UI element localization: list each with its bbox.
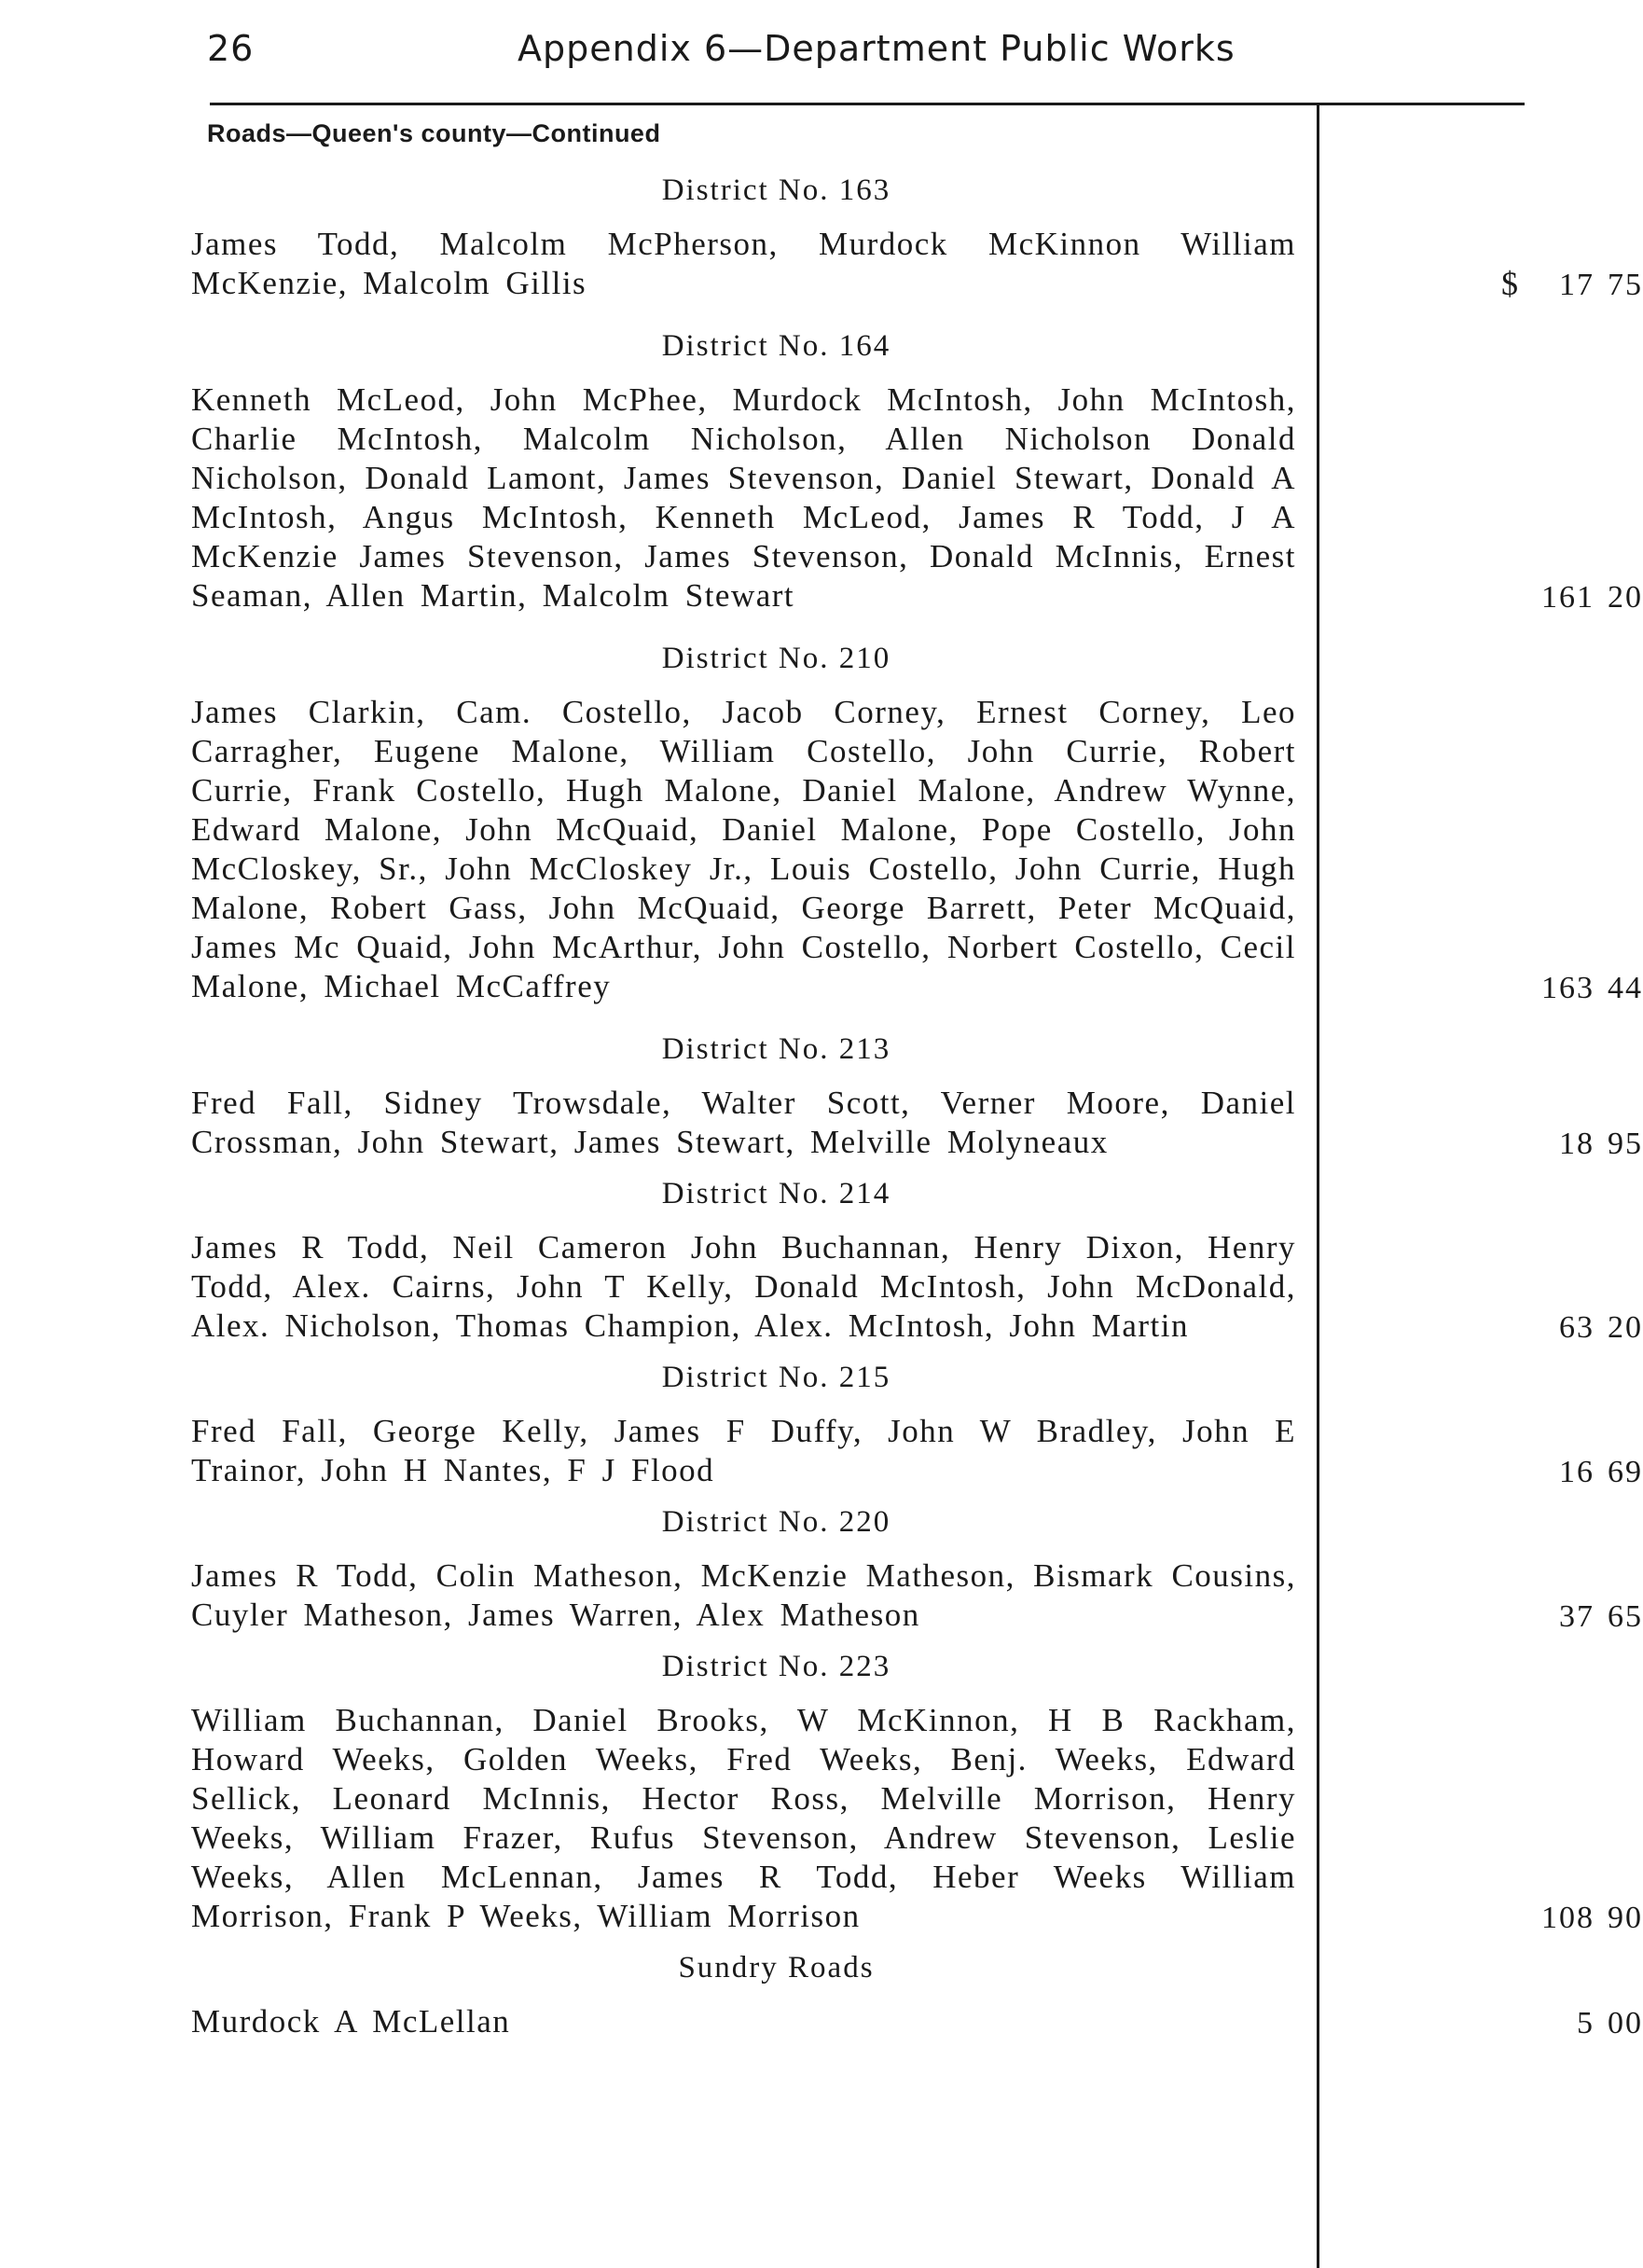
running-title: Appendix 6—Department Public Works (518, 28, 1236, 69)
district-names: Fred Fall, George Kelly, James F Duffy, John W Bradley, John E Trainor, John H Nantes, F J Flood (191, 1413, 1296, 1488)
spacer (191, 1490, 1296, 1500)
district-213 (191, 1032, 1643, 1162)
district-amount (1410, 1455, 1643, 1490)
spacer (191, 1006, 1296, 1027)
spacer (191, 1936, 1296, 1945)
amount-dollars: 37 (1559, 1599, 1595, 1634)
district-names: William Buchannan, Daniel Brooks, W McKinnon, H B Rackham, Howard Weeks, Golden Weeks, Fred Weeks, Benj. Weeks, Edward Sellick, Leonard McInnis, Hector Ross, Melville Morrison, Henry Weeks, William Frazer, Rufus Stevenson, Andrew Stevenson, Leslie Weeks, Allen McLennan, James R Todd, Heber Weeks William Morrison, Frank P Weeks, William Morrison (191, 1702, 1296, 1934)
district-title: District No. 164 (661, 329, 891, 363)
district-names: James Todd, Malcolm McPherson, Murdock McKinnon William McKenzie, Malcolm Gillis (191, 226, 1296, 301)
amount-cents: 20 (1608, 580, 1643, 615)
district-title: District No. 220 (661, 1505, 891, 1539)
amount-cents: 69 (1608, 1455, 1643, 1489)
district-214 (191, 1177, 1643, 1346)
amount-cents: 95 (1608, 1127, 1643, 1161)
district-amount (1410, 264, 1643, 303)
district-names: Fred Fall, Sidney Trowsdale, Walter Scott, Verner Moore, Daniel Crossman, John Stewart, James Stewart, Melville Molyneaux (191, 1085, 1296, 1160)
sundry-roads (191, 1951, 1643, 2041)
district-amount (1410, 1901, 1643, 1936)
district-amount (1410, 971, 1643, 1006)
district-names: Murdock A McLellan (191, 2003, 511, 2040)
page-header (186, 28, 1529, 75)
amount-dollars: 16 (1559, 1455, 1595, 1489)
district-163 (191, 173, 1643, 303)
district-title: District No. 214 (661, 1177, 891, 1210)
district-title: District No. 163 (661, 173, 891, 207)
district-names: Kenneth McLeod, John McPhee, Murdock McIntosh, John McIntosh, Charlie McIntosh, Malcolm Nicholson, Allen Nicholson Donald Nicholson, Donald Lamont, James Stevenson, Daniel Stewart, Donald A McIntosh, Angus McIntosh, Kenneth McLeod, James R Todd, J A McKenzie James Stevenson, James Stevenson, Donald McInnis, Ernest Seaman, Allen Martin, Malcolm Stewart (191, 381, 1296, 614)
district-164 (191, 329, 1643, 615)
amount-cents: 20 (1608, 1310, 1643, 1345)
districts-list (191, 168, 1643, 2041)
district-amount (1410, 1310, 1643, 1346)
dollar-sign: $ (1501, 265, 1520, 302)
district-title: District No. 223 (661, 1650, 891, 1683)
amount-cents: 90 (1608, 1901, 1643, 1935)
amount-column-rule (1317, 103, 1319, 2268)
top-rule (210, 103, 1525, 105)
amount-dollars: 108 (1541, 1901, 1595, 1935)
amount-dollars: 18 (1559, 1127, 1595, 1161)
district-210 (191, 642, 1643, 1006)
amount-dollars: 161 (1541, 580, 1595, 615)
spacer (191, 1162, 1296, 1171)
amount-dollars: 163 (1541, 971, 1595, 1005)
district-215 (191, 1361, 1643, 1490)
amount-dollars: 17 (1559, 268, 1595, 302)
district-amount (1410, 2006, 1643, 2041)
district-names: James R Todd, Neil Cameron John Buchannan, Henry Dixon, Henry Todd, Alex. Cairns, John T Kelly, Donald McIntosh, John McDonald, Alex. Nicholson, Thomas Champion, Alex. McIntosh, John Martin (191, 1229, 1296, 1344)
section-heading: Roads—Queen's county—Continued (207, 119, 661, 147)
district-title: District No. 210 (661, 642, 891, 675)
district-title: District No. 213 (661, 1032, 891, 1066)
district-title: District No. 215 (661, 1361, 891, 1394)
district-220 (191, 1505, 1643, 1635)
district-names: James R Todd, Colin Matheson, McKenzie Matheson, Bismark Cousins, Cuyler Matheson, James Warren, Alex Matheson (191, 1557, 1296, 1633)
amount-cents: 65 (1608, 1599, 1643, 1634)
spacer (191, 1346, 1296, 1355)
amount-cents: 00 (1608, 2006, 1643, 2040)
spacer (191, 303, 1296, 324)
district-title: Sundry Roads (678, 1951, 875, 1984)
district-names: James Clarkin, Cam. Costello, Jacob Corney, Ernest Corney, Leo Carragher, Eugene Malone, William Costello, John Currie, Robert Currie, Frank Costello, Hugh Malone, Daniel Malone, Andrew Wynne, Edward Malone, John McQuaid, Daniel Malone, Pope Costello, John McCloskey, Sr., John McCloskey Jr., Louis Costello, John Currie, Hugh Malone, Robert Gass, John McQuaid, George Barrett, Peter McQuaid, James Mc Quaid, John McArthur, John Costello, Norbert Costello, Cecil Malone, Michael McCaffrey (191, 694, 1296, 1004)
amount-cents: 44 (1608, 971, 1643, 1005)
district-amount (1410, 1127, 1643, 1162)
amount-cents: 75 (1608, 268, 1643, 302)
district-223 (191, 1650, 1643, 1936)
district-amount (1410, 580, 1643, 615)
spacer (191, 1635, 1296, 1644)
page-number: 26 (207, 28, 255, 69)
district-amount (1410, 1599, 1643, 1635)
spacer (191, 615, 1296, 636)
amount-dollars: 5 (1577, 2006, 1595, 2040)
amount-dollars: 63 (1559, 1310, 1595, 1345)
